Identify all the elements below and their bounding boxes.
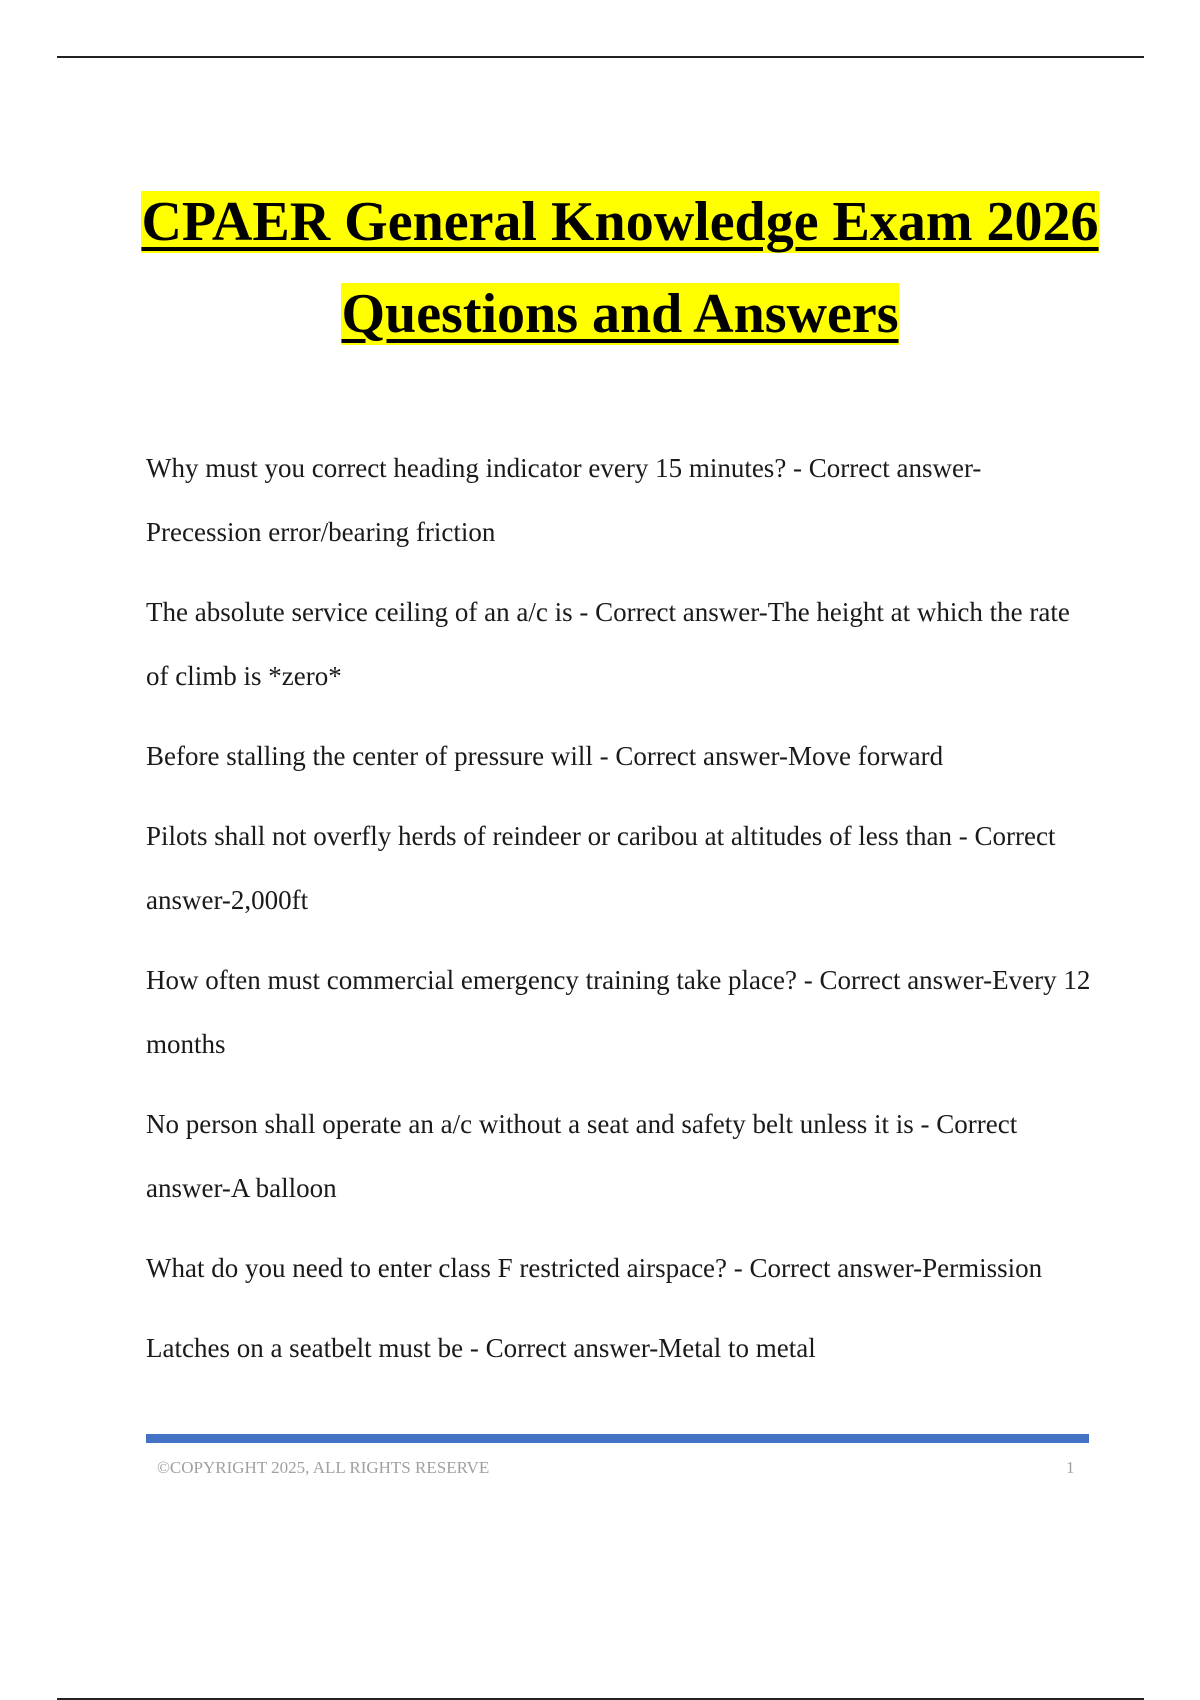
qa-item: How often must commercial emergency training take place? - Correct answer-Every 12 months [146,965,1091,1059]
qa-item: Latches on a seatbelt must be - Correct answer-Metal to metal [146,1333,816,1363]
title-line-1: CPAER General Knowledge Exam 2026 [141,191,1099,253]
footer-copyright: ©COPYRIGHT 2025, ALL RIGHTS RESERVE [157,1458,490,1477]
qa-item: What do you need to enter class F restricted airspace? - Correct answer-Permission [146,1253,1043,1283]
title-line-2: Questions and Answers [341,283,899,345]
qa-item: Why must you correct heading indicator every 15 minutes? - Correct answer-Precession error/bearing friction [146,453,982,547]
footer-bar [146,1434,1089,1443]
top-rule [57,56,1144,58]
page-number: 1 [1066,1458,1075,1477]
qa-item: The absolute service ceiling of an a/c is - Correct answer-The height at which the rate of climb is *zero* [146,597,1070,691]
qa-item: Before stalling the center of pressure will - Correct answer-Move forward [146,741,944,771]
document-title [0,176,1200,360]
qa-list [146,436,1092,1396]
qa-item: Pilots shall not overfly herds of reindeer or caribou at altitudes of less than - Correct answer-2,000ft [146,821,1056,915]
qa-item: No person shall operate an a/c without a seat and safety belt unless it is - Correct answer-A balloon [146,1109,1018,1203]
